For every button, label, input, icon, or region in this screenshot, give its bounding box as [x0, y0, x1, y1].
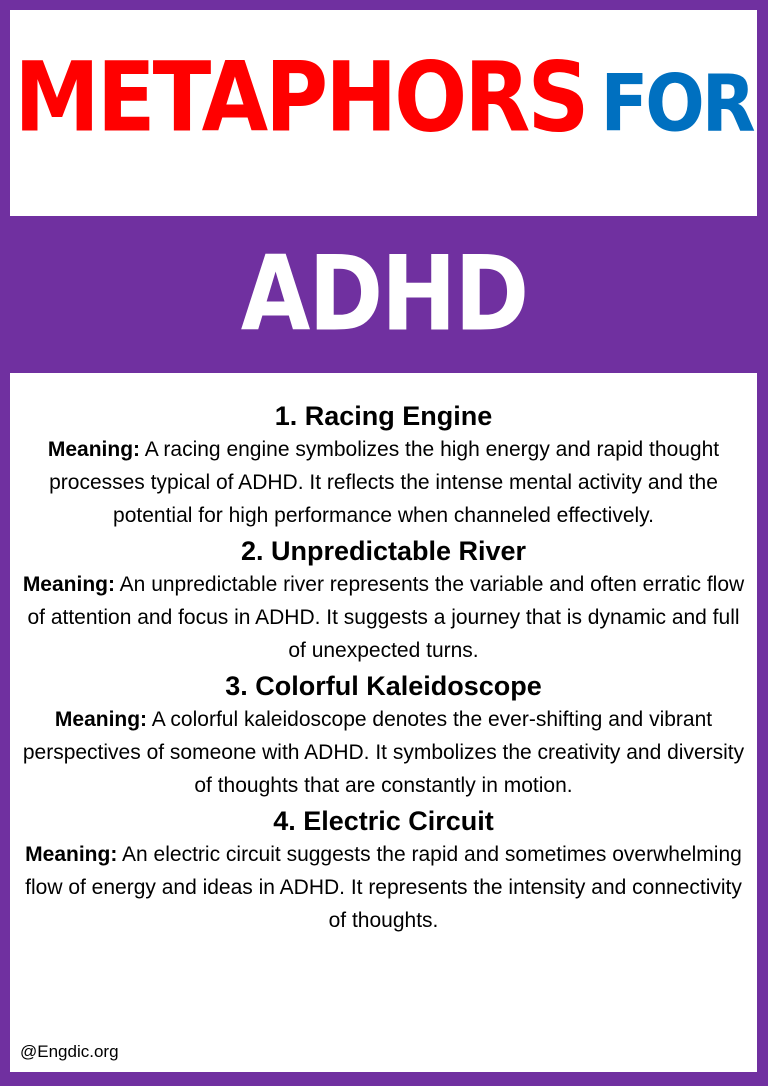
list-item: [10, 669, 757, 802]
item-meaning: [10, 703, 757, 802]
meaning-text: An unpredictable river represents the variable and often erratic flow of attention and focus in ADHD. It suggests a journey that is dynamic and full of unexpected turns.: [27, 573, 745, 662]
item-title: 2. Unpredictable River: [240, 536, 527, 566]
list-item: [10, 399, 757, 532]
content-panel: [10, 373, 757, 1072]
footer-credit: @Engdic.org: [20, 1042, 119, 1061]
item-title: 3. Colorful Kaleidoscope: [225, 671, 542, 701]
item-title: 1. Racing Engine: [274, 401, 493, 431]
title-main: METAPHORS: [14, 42, 587, 154]
subject-title: ADHD: [240, 234, 528, 355]
page-title: [14, 42, 752, 154]
metaphor-list: [10, 373, 757, 937]
list-item: [10, 534, 757, 667]
meaning-label: Meaning:: [54, 708, 148, 731]
meaning-label: Meaning:: [25, 843, 118, 866]
item-title: 4. Electric Circuit: [273, 806, 494, 836]
title-connector: FOR: [600, 57, 753, 150]
title-box: [10, 10, 757, 216]
meaning-text: An electric circuit suggests the rapid and sometimes overwhelming flow of energy and ideas in ADHD. It represents the intensity and connectivity of thoughts.: [25, 843, 742, 932]
list-item: [10, 804, 757, 937]
meaning-text: A colorful kaleidoscope denotes the ever-shifting and vibrant perspectives of someone with ADHD. It symbolizes the creativity and diversity of thoughts that are constantly in motion.: [22, 708, 745, 797]
meaning-label: Meaning:: [22, 573, 115, 596]
meaning-text: A racing engine symbolizes the high energy and rapid thought processes typical of ADHD. It reflects the intense mental activity and the potential for high performance when channeled effectively.: [49, 438, 720, 527]
item-meaning: [10, 838, 757, 937]
subject-band: [0, 216, 768, 373]
item-meaning: [10, 568, 757, 667]
item-meaning: [10, 433, 757, 532]
meaning-label: Meaning:: [47, 438, 141, 461]
